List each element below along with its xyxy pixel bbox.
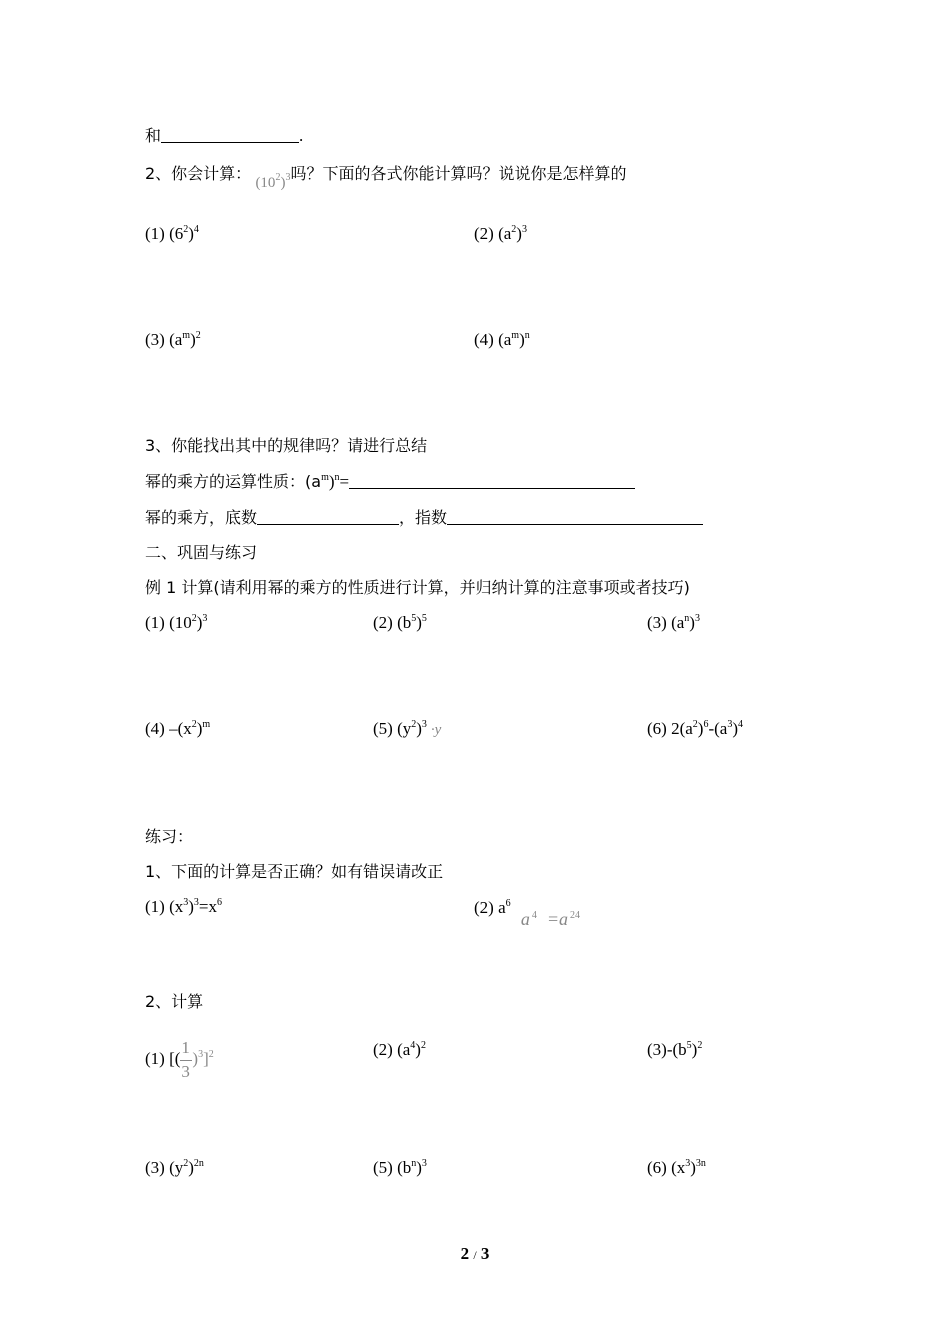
practice-2-1: (1) [( $\frac{1}{3}$ )$^3$]$^2$ bbox=[145, 1038, 214, 1081]
ex-item-1: (1) $(10^2)^3$ bbox=[145, 613, 208, 632]
continuation-line bbox=[145, 126, 303, 146]
q2-item-4: (4) $(a^m)^n$ bbox=[474, 330, 530, 349]
page-separator: / bbox=[473, 1248, 477, 1262]
ex-item-2: (2) $(b^5)^5$ bbox=[373, 613, 427, 632]
base-exponent-line: 幂的乘方，底数 ，指数 bbox=[145, 508, 703, 528]
fraction-one-third: $\frac{1}{3}$ bbox=[180, 1038, 192, 1082]
practice-1-2: (2) $a^6$ a $^4$ =a $^{24}$ bbox=[474, 898, 581, 929]
example-1-title: 例 1 计算(请利用幂的乘方的性质进行计算，并归纳计算的注意事项或者技巧) bbox=[145, 578, 690, 597]
ex-item-5: (5) $(y^2)^3 \cdot y$ bbox=[373, 719, 442, 738]
practice-q1-title: 1、下面的计算是否正确？如有错误请改正 bbox=[145, 862, 444, 881]
ex-item-6: (6) $2(a^2)^6-(a^3)^4$ bbox=[647, 719, 743, 738]
rule-line: 幂的乘方的运算性质：$(a^m)^n=$ bbox=[145, 472, 635, 492]
formula-image: $(10^2)^3$ bbox=[255, 172, 291, 191]
blank-line bbox=[447, 508, 703, 525]
ex-item-4: (4) $-(x^2)^m$ bbox=[145, 719, 211, 738]
blank-line bbox=[257, 508, 399, 525]
q2-item-1: (1) $(6^2)^4$ bbox=[145, 224, 199, 243]
question-2 bbox=[145, 164, 627, 191]
current-page: 2 bbox=[460, 1244, 470, 1263]
practice-2-2: (2) $(a^4)^2$ bbox=[373, 1040, 426, 1059]
practice-title: 练习： bbox=[145, 827, 194, 846]
question-3-title: 3、你能找出其中的规律吗？请进行总结 bbox=[145, 436, 428, 455]
question-2-prefix: 2、你会计算： bbox=[145, 164, 252, 183]
practice-1-1: (1) $(x^3)^3=x^6$ bbox=[145, 897, 222, 916]
formula-image: a $^4$ =a $^{24}$ bbox=[520, 909, 581, 929]
question-2-suffix: 吗？下面的各式你能计算吗？说说你是怎样算的 bbox=[290, 164, 627, 183]
q2-item-3: (3) $(a^m)^2$ bbox=[145, 330, 201, 349]
period: . bbox=[299, 126, 304, 145]
blank-line bbox=[349, 472, 635, 489]
section-2-title: 二、巩固与练习 bbox=[145, 543, 258, 562]
q2-item-2: (2) $(a^2)^3$ bbox=[474, 224, 527, 243]
ex-item-3: (3) $(a^n)^3$ bbox=[647, 613, 700, 632]
practice-2-6: (6) $(x^3)^{3n}$ bbox=[647, 1158, 706, 1177]
text-and: 和 bbox=[145, 126, 162, 145]
total-pages: 3 bbox=[480, 1244, 490, 1263]
blank-line bbox=[161, 126, 299, 143]
practice-2-5: (5) $(b^n)^3$ bbox=[373, 1158, 427, 1177]
practice-q2-title: 2、计算 bbox=[145, 992, 204, 1011]
practice-2-3: $(3)-(b^5)^2$ bbox=[647, 1040, 703, 1059]
page-number bbox=[0, 1244, 950, 1264]
practice-2-4: (3) $(y^2)^{2n}$ bbox=[145, 1158, 204, 1177]
